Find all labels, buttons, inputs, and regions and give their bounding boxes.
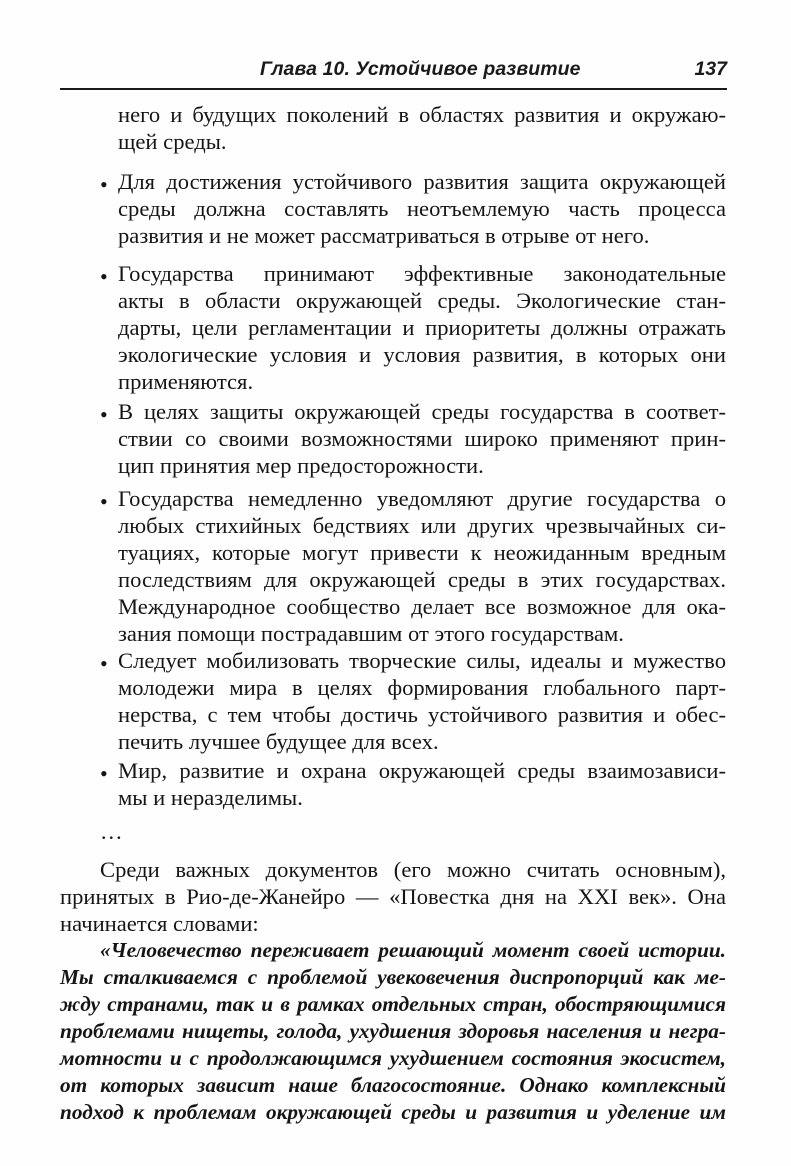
paragraph-line: Среди важных документов (его можно считать основным),	[100, 857, 726, 882]
quote-line: от которых зависит наше благосостояние. Однако комплексный	[60, 1073, 726, 1097]
quote-line: подход к проблемам окружающей среды и развития и уделение им	[60, 1100, 726, 1124]
bullet-text-line: В целях защиты окружающей среды государства в соответ-	[118, 399, 726, 424]
bullet-marker: •	[100, 761, 108, 786]
bullet-text-line: мы и неразделимы.	[118, 785, 303, 810]
bullet-marker: •	[100, 651, 108, 676]
text-line: него и будущих поколений в областях развития и окружаю-	[118, 102, 726, 127]
bullet-text-line: туациях, которые могут привести к неожиданным вредным	[118, 540, 726, 565]
bullet-marker: •	[100, 402, 108, 427]
bullet-text-line: печить лучшее будущее для всех.	[118, 729, 439, 754]
bullet-text-line: Мир, развитие и охрана окружающей среды взаимозависи-	[118, 758, 726, 783]
bullet-text-line: последствиям для окружающей среды в этих государствах.	[118, 567, 726, 592]
bullet-text-line: развития и не может рассматриваться в отрыве от него.	[118, 223, 650, 248]
text-line: щей среды.	[118, 129, 227, 154]
bullet-marker: •	[100, 264, 108, 289]
bullet-marker: •	[100, 489, 108, 514]
paragraph-line: принятых в Рио-де-Жанейро — «Повестка дня на XXI век». Она	[60, 884, 726, 909]
bullet-text-line: любых стихийных бедствиях или других чрезвычайных си-	[118, 513, 726, 538]
bullet-text-line: экологические условия и условия развития, в которых они	[118, 342, 726, 367]
quote-line: жду странами, так и в рамках отдельных стран, обостряющимися	[60, 992, 726, 1016]
bullet-text-line: среды должна составлять неотъемлемую часть процесса	[118, 196, 726, 221]
chapter-title: Глава 10. Устойчивое развитие	[260, 58, 581, 80]
quote-line: Мы сталкиваемся с проблемой увековечения диспропорций как ме-	[60, 965, 726, 989]
page-number: 137	[694, 58, 727, 80]
bullet-text-line: Государства принимают эффективные законодательные	[118, 261, 726, 286]
paragraph-line: начинается словами:	[60, 911, 259, 936]
bullet-text-line: Следует мобилизовать творческие силы, идеалы и мужество	[118, 648, 726, 673]
quote-line: проблемами нищеты, голода, ухудшения здоровья населения и негра-	[60, 1019, 726, 1043]
bullet-text-line: нерства, с тем чтобы достичь устойчивого развития и обес-	[118, 702, 726, 727]
running-header	[60, 52, 727, 90]
bullet-text-line: молодежи мира в целях формирования глобального парт-	[118, 675, 726, 700]
quote-line: «Человечество переживает решающий момент своей истории.	[100, 938, 726, 962]
bullet-text-line: акты в области окружающей среды. Экологические стан-	[118, 288, 726, 313]
bullet-text-line: цип принятия мер предосторожности.	[118, 453, 484, 478]
bullet-text-line: Международное сообщество делает все возможное для ока-	[118, 594, 726, 619]
bullet-text-line: Государства немедленно уведомляют другие государства о	[118, 486, 726, 511]
bullet-marker: •	[100, 172, 108, 197]
bullet-text-line: дарты, цели регламентации и приоритеты должны отражать	[118, 315, 726, 340]
ellipsis: …	[100, 819, 123, 844]
bullet-text-line: применяются.	[118, 369, 254, 394]
bullet-text-line: зания помощи пострадавшим от этого государствам.	[118, 621, 624, 646]
quote-line: мотности и с продолжающимся ухудшением состояния экосистем,	[60, 1046, 726, 1070]
bullet-text-line: Для достижения устойчивого развития защита окружающей	[118, 169, 726, 194]
bullet-text-line: ствии со своими возможностями широко применяют прин-	[118, 426, 726, 451]
